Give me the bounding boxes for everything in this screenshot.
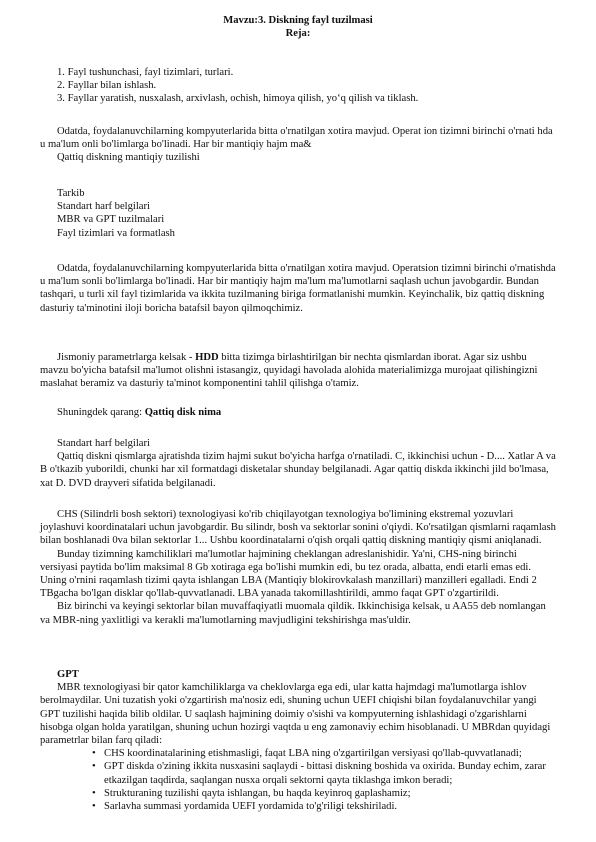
chs-paragraph: Bunday tizimning kamchiliklari ma'lumotlar hajmining cheklangan adreslanishidir. Ya'ni, CHS-ning birinchi versiyasi paytida bo'lim maksimal 8 Gb xotiraga ega bo'lishi mumkin edi, bu tez orada, albatta, endi etarli emas edi. Uning o'rnini raqamlash tizimi qayta ishlangan LBA (Mantiqiy blokirovkalash manzillari) manzilleri egalladi. Endi 2 TBgacha bo'lgan disklar qo'llab-quvvatlanadi. LBA yanada takomillashtirildi, ammo faqat GPT o'zgartirildi.: [40, 548, 537, 600]
plan-item: 1. Fayl tushunchasi, fayl tizimlari, turlari.: [57, 67, 234, 78]
bullet-item: • Sarlavha summasi yordamida UEFI yordamida to'g'riligi tekshiriladi.: [92, 801, 398, 813]
section-heading: Standart harf belgilari: [57, 438, 150, 449]
paragraph-physical-parameters: Jismoniy parametrlarga kelsak - HDD bitta tizimga birlashtirilgan bir nechta qismlardan iborat. Agar siz ushbu mavzu bo'yicha batafsil ma'lumot olishni istasangiz, quyidagi havolada alohida materialimizga murojaat qilishingizni maslahat beramiz va dasturiy ta'minot komponentini tahlil qilishga o'tamiz.: [40, 352, 538, 390]
gpt-paragraph: MBR texnologiyasi bir qator kamchiliklarga va cheklovlarga ega edi, ular katta hajmdagi ma'lumotlarga ishlov berolmaydilar. Uni tuzatish yoki o'zgartirish ma'nosiz edi, shuning uchun UEFI chiqishi bilan foydalanuvchilar yangi GPT tuzilishi haqida bilib oldilar. U saqlash hajmining doimiy o'sishi va kompyuterning ishlashidagi o'zgarishlarni hisobga olgan holda yaratilgan, shuning uchun hozirgi vaqtda u eng zamonaviy echim hisoblanadi. U MBRdan quyidagi parametrlar bilan farq qiladi:: [40, 682, 551, 747]
plan-list: [40, 66, 573, 106]
see-also-link[interactable]: Qattiq disk nima: [144, 407, 222, 418]
toc-item: Fayl tizimlari va formatlash: [57, 227, 175, 239]
chs-section: [40, 508, 556, 627]
bullet-icon: •: [92, 761, 96, 773]
bullet-item: • Strukturaning tuzilishi qayta ishlangan, bu haqda keyinroq gaplashamiz;: [92, 787, 411, 799]
bullet-icon: •: [92, 748, 96, 760]
bullet-icon: •: [92, 787, 96, 799]
plan-item: 3. Fayllar yaratish, nusxalash, arxivlash, ochish, himoya qilish, yo‘q qilish va tiklash.: [57, 93, 419, 105]
document-subtitle: Reja:: [285, 28, 311, 39]
gpt-section: [40, 668, 556, 813]
chs-paragraph: Biz birinchi va keyingi sektorlar bilan muvaffaqiyatli muomala qildik. Ikkinchisiga kelsak, u AA55 deb nomlangan va MBR-ning yaxlitligi va kerakli ma'lumotlarning mavjudligini tekshirishga mas'uldir.: [40, 601, 546, 626]
section-paragraph: Qattiq diskni qismlarga ajratishda tizim hajmi sukut bo'yicha harfga o'rnatiladi. C, ikkinchisi uchun - D.... Xatlar A va B o'tkazib yuborildi, chunki har xil formatdagi disketalar shunday belgilanadi. Agar qattiq diskda ikkinchi jild bo'lmasa, xat D. DVD drayveri sifatida belgilanadi.: [40, 451, 556, 489]
intro-heading: Qattiq diskning mantiqiy tuzilishi: [57, 152, 200, 164]
toc-item: Tarkib: [57, 188, 85, 199]
standard-letters-section: [40, 437, 556, 490]
see-also-line: Shuningdek qarang: Qattiq disk nima: [57, 407, 222, 418]
toc-item: MBR va GPT tuzilmalari: [57, 214, 165, 226]
intro-section: [40, 125, 556, 165]
chs-paragraph: CHS (Silindrli bosh sektori) texnologiyasi ko'rib chiqilayotgan texnologiya bo'limining ekstremal yozuvlari joylashuvi koordinatalari uchun javobgardir. Bu silindr, bosh va sektorlar sonini o'qiydi. Ko'rsatilgan qismlarni raqamlash bilan boshlanadi 0va bilan sektorlar 1... Ushbu koordinatalarni o'qish orqali qattiq diskning mantiqiy qismi aniqlanadi.: [40, 509, 556, 547]
paragraph-logical-structure: Odatda, foydalanuvchilarning kompyuterlarida bitta o'rnatilgan xotira mavjud. Operatsion tizimni birinchi o'rnatishda u ma'lum sonli bo'limlarga bo'linadi. Har bir mantiqiy hajm ma'lum ma'lumotlarni saqlash uchun javobgardir. Bundan tashqari, u turli xil fayl tizimlarida va ikkita tuzilmaning biriga formatlanishi mumkin. Keyinchalik, biz qattiq diskning dasturiy ta'minotini iloji boricha batafsil bayon qilmoqchimiz.: [40, 263, 556, 314]
gpt-heading: GPT: [57, 669, 79, 680]
plan-item: 2. Fayllar bilan ishlash.: [57, 80, 157, 92]
bullet-item: • GPT diskda o'zining ikkita nusxasini saqlaydi - bittasi diskning boshida va oxirida. Bunday echim, zarar etkazilgan taqdirda, saqlangan nusxa orqali sektorni qayta tiklashga imkon beradi;: [92, 761, 546, 786]
intro-paragraph: Odatda, foydalanuvchilarning kompyuterlarida bitta o'rnatilgan xotira mavjud. Operat ion tizimni birinchi o'rnati hda u ma'lum onli bo'limlarga bo'linadi. Har bir mantiqiy hajm ma&: [40, 126, 553, 151]
document-title: Mavzu:3. Diskning fayl tuzilmasi: [223, 15, 373, 26]
hdd-term: HDD: [195, 352, 219, 363]
bullet-icon: •: [92, 801, 96, 813]
table-of-contents: [40, 187, 573, 240]
bullet-item: • CHS koordinatalarining etishmasligi, faqat LBA ning o'zgartirilgan versiyasi qo'llab-quvvatlanadi;: [92, 748, 522, 760]
toc-item: Standart harf belgilari: [57, 201, 150, 213]
